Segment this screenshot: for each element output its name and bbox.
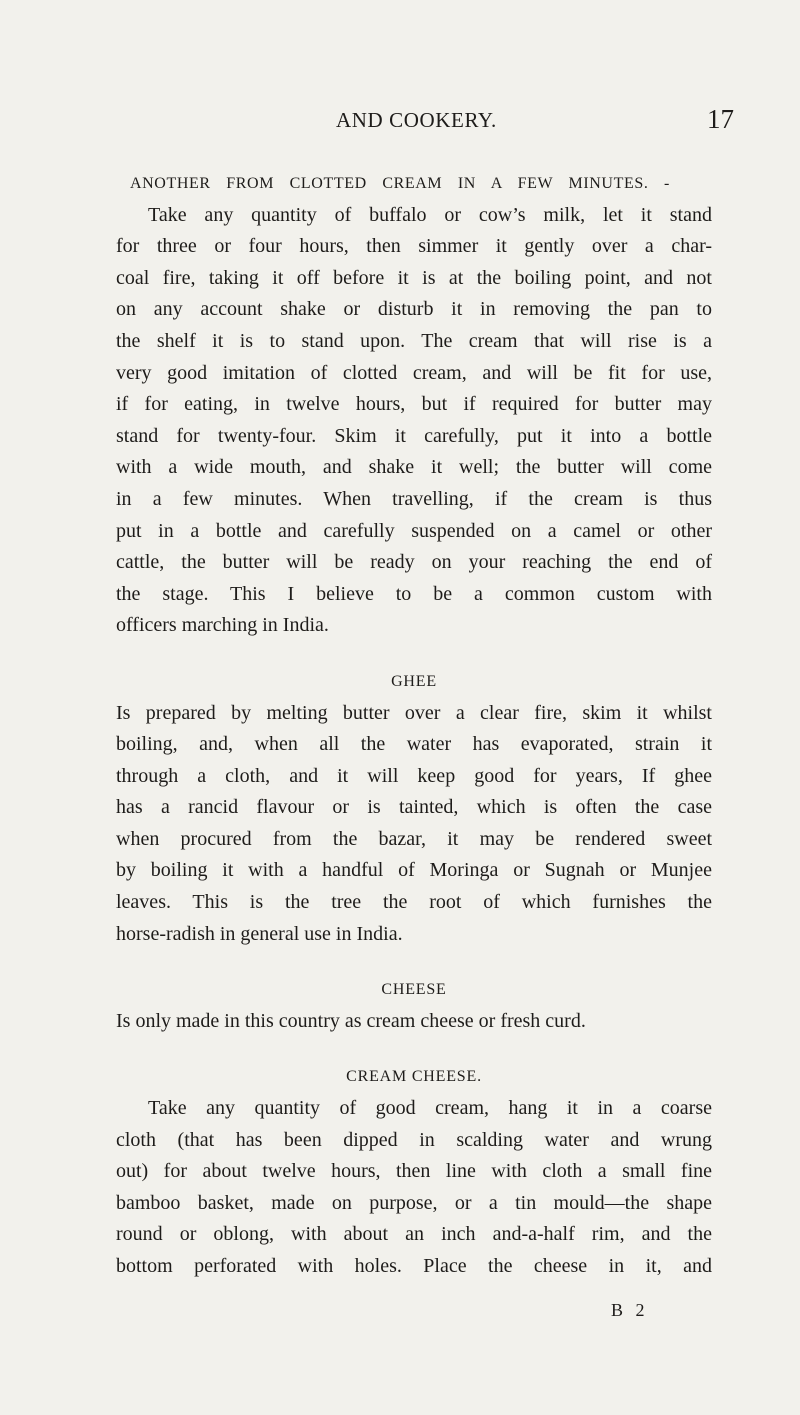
text-line: on any account shake or disturb it in removing the pan to [116,298,712,321]
text-line: Is only made in this country as cream cheese or fresh curd. [116,1009,586,1032]
text-line: boiling, and, when all the water has evaporated, strain it [116,733,712,756]
text-line: out) for about twelve hours, then line with cloth a small fine [116,1160,712,1183]
text-line: the shelf it is to stand upon. The cream that will rise is a [116,329,712,352]
text-line: Take any quantity of good cream, hang it in a coarse [148,1097,712,1120]
text-line: bamboo basket, made on purpose, or a tin mould—the shape [116,1191,712,1214]
text-line: for three or four hours, then simmer it gently over a char- [116,235,712,258]
text-line: bottom perforated with holes. Place the cheese in it, and [116,1255,712,1277]
text-line: Take any quantity of buffalo or cow’s milk, let it stand [148,203,712,226]
text-line: cloth (that has been dipped in scalding water and wrung [116,1128,712,1151]
signature-mark: B 2 [611,1300,649,1320]
text-line: round or oblong, with about an inch and-a-half rim, and the [116,1223,712,1246]
text-line: if for eating, in twelve hours, but if required for butter may [116,393,712,416]
text-line: by boiling it with a handful of Moringa or Sugnah or Munjee [116,859,712,882]
text-line: cattle, the butter will be ready on your reaching the end of [116,551,712,574]
section-heading-cream-cheese: CREAM CHEESE. [346,1068,482,1086]
text-line: when procured from the bazar, it may be rendered sweet [116,827,712,850]
body-text [116,168,712,1283]
section-gap [116,1037,712,1061]
text-line: the stage. This I believe to be a common custom with [116,582,712,605]
text-line: put in a bottle and carefully suspended on a camel or other [116,519,712,542]
text-line: in a few minutes. When travelling, if the cream is thus [116,487,712,510]
text-line: leaves. This is the tree the root of which furnishes the [116,891,712,914]
section-gap [116,642,712,666]
text-line: with a wide mouth, and shake it well; the butter will come [116,456,712,479]
text-line: coal fire, taking it off before it is at the boiling point, and not [116,266,712,289]
text-line: through a cloth, and it will keep good for years, If ghee [116,764,712,787]
text-line: has a rancid flavour or is tainted, which is often the case [116,796,712,819]
section-heading-ghee: GHEE [391,672,437,690]
running-head-title: AND COOKERY. [336,108,497,132]
text-line: horse-radish in general use in India. [116,922,403,945]
text-line: stand for twenty-four. Skim it carefully, put it into a bottle [116,424,712,447]
section-heading-clotted-cream: ANOTHER FROM CLOTTED CREAM IN A FEW MINUTES. - [130,175,670,192]
section-heading-cheese: CHEESE [381,981,447,999]
text-line: officers marching in India. [116,614,329,637]
text-line: very good imitation of clotted cream, and will be fit for use, [116,361,712,384]
running-head [0,104,800,138]
section-gap [116,950,712,974]
text-line: Is prepared by melting butter over a clear fire, skim it whilst [116,701,712,724]
page-number: 17 [707,104,734,134]
